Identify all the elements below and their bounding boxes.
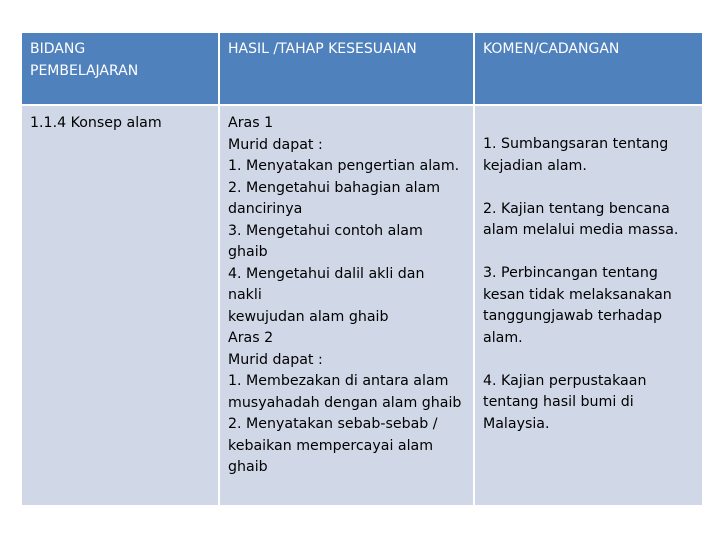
header-hasil-tahap-kesesuaian [220, 33, 473, 104]
outcome-line: 3. Mengetahui contoh alam [228, 222, 423, 239]
header-line: KOMEN/CADANGAN [483, 41, 620, 57]
header-line: PEMBELAJARAN [30, 63, 139, 79]
suggestion-line: tentang hasil bumi di [483, 394, 634, 410]
cell-learning-outcomes [220, 106, 473, 505]
outcome-line: musyahadah dengan alam ghaib [228, 394, 462, 411]
cell-topic [22, 106, 218, 505]
header-komen-cadangan [475, 33, 702, 104]
suggestion-line [483, 349, 695, 371]
outcome-line: 2. Menyatakan sebab-sebab / [228, 416, 438, 432]
outcome-line: 1. Menyatakan pengertian alam. [228, 158, 460, 174]
suggestion-line: tanggungjawab terhadap [483, 308, 662, 324]
outcome-line: Aras 2 [228, 330, 274, 346]
outcome-line: 1. Membezakan di antara alam [228, 373, 449, 389]
outcome-line: kewujudan alam ghaib [228, 308, 389, 325]
header-line: HASIL /TAHAP KESESUAIAN [228, 41, 417, 57]
suggestion-line [483, 242, 695, 264]
table-grid [22, 33, 698, 503]
suggestion-line: kejadian alam. [483, 157, 587, 174]
suggestion-line: 1. Sumbangsaran tentang [483, 136, 669, 152]
header-line: BIDANG [30, 41, 86, 57]
outcome-line: nakli [228, 287, 262, 303]
outcome-line: dancirinya [228, 201, 303, 217]
suggestion-line: alam melalui media massa. [483, 222, 679, 238]
suggestion-line: Malaysia. [483, 415, 550, 432]
suggestion-line: alam. [483, 329, 523, 346]
cell-suggestions [475, 106, 702, 505]
outcome-line: kebaikan mempercayai alam [228, 437, 434, 454]
outcome-line: Murid dapat : [228, 136, 323, 153]
suggestion-line: 4. Kajian perpustakaan [483, 372, 647, 389]
header-bidang-pembelajaran [22, 33, 218, 104]
outcome-line: ghaib [228, 459, 268, 475]
suggestion-line: 3. Perbincangan tentang [483, 265, 658, 281]
outcome-line: ghaib [228, 244, 268, 260]
outcome-line: Murid dapat : [228, 351, 323, 368]
curriculum-table [22, 33, 698, 503]
suggestion-line: kesan tidak melaksanakan [483, 286, 672, 303]
topic-line: 1.1.4 Konsep alam [30, 115, 162, 131]
outcome-line: 2. Mengetahui bahagian alam [228, 179, 441, 196]
suggestion-line: 2. Kajian tentang bencana [483, 200, 670, 217]
outcome-line: 4. Mengetahui dalil akli dan [228, 265, 425, 282]
outcome-line: Aras 1 [228, 115, 274, 131]
suggestion-line [483, 177, 695, 199]
